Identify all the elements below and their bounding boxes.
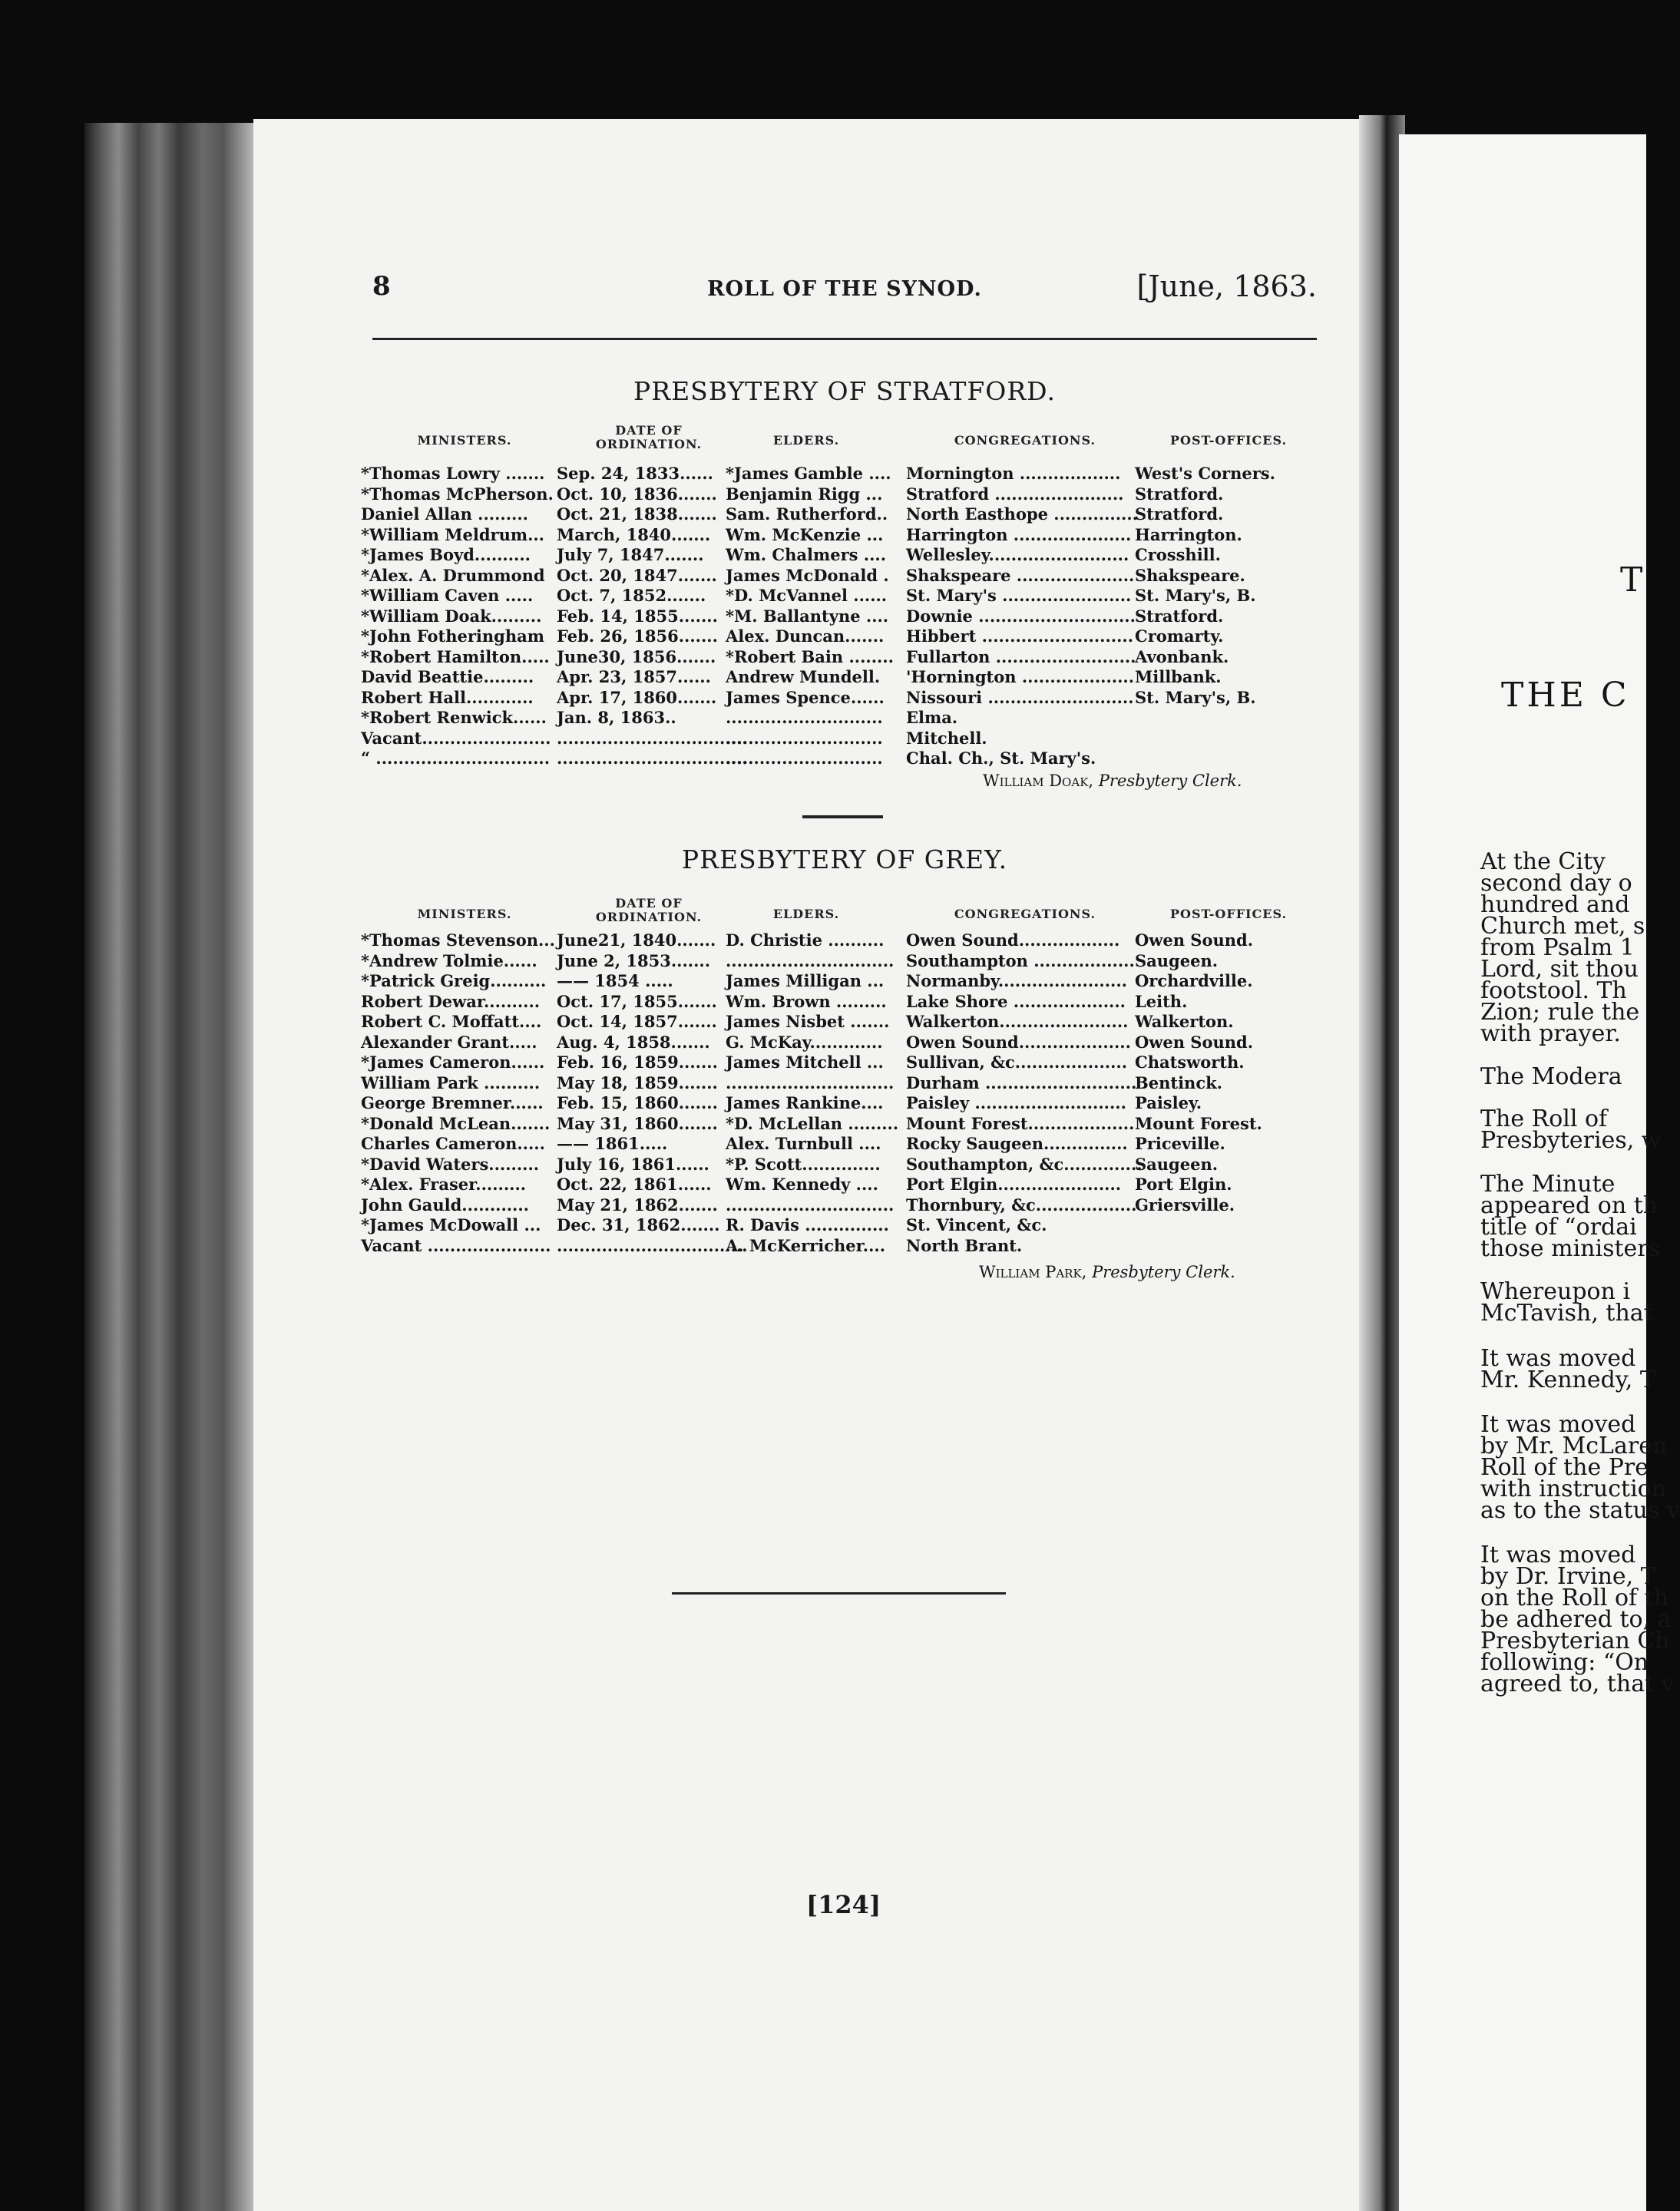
cell-date: Oct. 7, 1852....... (557, 586, 706, 605)
cell-post: Paisley. (1135, 1093, 1202, 1112)
cell-post: Leith. (1135, 991, 1188, 1011)
right-text-line: The Minute (1480, 1171, 1616, 1198)
cell-date: Oct. 21, 1838....... (557, 504, 717, 524)
grey-clerk (979, 1263, 1235, 1281)
cell-elder: Alex. Turnbull .... (726, 1134, 881, 1153)
page-number: 8 (372, 271, 391, 302)
cell-elder: James Spence...... (726, 687, 885, 707)
cell-post: Walkerton. (1135, 1012, 1234, 1031)
cell-date: Apr. 17, 1860....... (557, 687, 717, 707)
clerk-title: Presbytery Clerk. (1098, 772, 1242, 790)
cell-date: Oct. 10, 1836....... (557, 484, 717, 504)
cell-congregation: Harrington ..................... (906, 524, 1132, 544)
right-text-line: agreed to, that v (1480, 1671, 1675, 1697)
right-text-line: with prayer. (1480, 1020, 1621, 1047)
cell-post: Griersville. (1135, 1195, 1235, 1215)
cell-congregation: Stratford ....................... (906, 484, 1124, 504)
right-heading-letter: T (1620, 560, 1646, 600)
right-text-line: The Roll of (1480, 1106, 1608, 1132)
col-header-date: DATE OF ORDINATION. (595, 896, 703, 924)
cell-elder: ............................ (726, 749, 883, 768)
right-text-line: appeared on th (1480, 1192, 1659, 1219)
cell-minister: *Robert Renwick...... (361, 708, 547, 727)
cell-congregation: Port Elgin...................... (906, 1175, 1122, 1194)
cell-congregation: 'Hornington .................... (906, 667, 1135, 686)
cell-elder: Wm. Kennedy .... (726, 1175, 878, 1194)
cell-congregation: North Brant. (906, 1235, 1023, 1255)
right-text-line: Presbyterian Ch (1480, 1628, 1670, 1654)
cell-post: Owen Sound. (1135, 930, 1254, 950)
stratford-clerk (983, 772, 1242, 790)
cell-post: Stratford. (1135, 504, 1224, 524)
cell-congregation: Owen Sound.................. (906, 930, 1120, 950)
cell-congregation: Sullivan, &c.................... (906, 1053, 1128, 1072)
right-text-line: The Modera (1480, 1063, 1622, 1090)
cell-congregation: North Easthope ............... (906, 504, 1138, 524)
right-text-line: Lord, sit thou (1480, 956, 1639, 983)
cell-post: Orchardville. (1135, 971, 1253, 990)
cell-minister: *William Doak......... (361, 606, 542, 626)
cell-post: West's Corners. (1135, 464, 1275, 483)
cell-date: —— 1861..... (557, 1134, 668, 1153)
cell-post: Mount Forest. (1135, 1113, 1262, 1133)
right-text-line: second day o (1480, 870, 1632, 897)
right-text-line: those ministers (1480, 1235, 1661, 1262)
end-rule (672, 1592, 1006, 1595)
cell-congregation: Durham ........................... (906, 1072, 1137, 1092)
cell-post: St. Mary's, B. (1135, 687, 1256, 707)
cell-congregation: Hibbert ........................... (906, 626, 1134, 646)
cell-minister: Robert Dewar.......... (361, 991, 541, 1011)
right-heading: THE C (1501, 676, 1630, 715)
cell-elder: James Rankine.... (726, 1093, 884, 1112)
cell-minister: George Bremner...... (361, 1093, 544, 1112)
cell-elder: *M. Ballantyne .... (726, 606, 889, 626)
right-text-line: Church met, s (1480, 913, 1645, 940)
cell-elder: .............................. (726, 950, 895, 970)
cell-elder: Wm. McKenzie ... (726, 524, 884, 544)
cell-congregation: Nissouri .......................... (906, 687, 1134, 707)
cell-date: Oct. 14, 1857....... (557, 1012, 717, 1031)
cell-minister: *Robert Hamilton..... (361, 646, 550, 666)
cell-date: Feb. 15, 1860....... (557, 1093, 718, 1112)
cell-elder: Wm. Chalmers .... (726, 545, 887, 564)
footer-page-label: [124] (806, 1890, 881, 1919)
cell-elder: *Robert Bain ........ (726, 646, 894, 666)
col-header-congregations: CONGREGATIONS. (954, 433, 1096, 448)
cell-minister: *Andrew Tolmie...... (361, 950, 537, 970)
cell-date: Apr. 23, 1857...... (557, 667, 711, 686)
cell-elder: James Mitchell ... (726, 1053, 884, 1072)
cell-congregation: Lake Shore .................... (906, 991, 1126, 1011)
right-text-line: Roll of the Pre (1480, 1454, 1649, 1481)
cell-post: Cromarty. (1135, 626, 1224, 646)
cell-elder: .............................. (726, 1195, 895, 1215)
right-text-line: It was moved (1480, 1345, 1636, 1372)
page-edges (84, 123, 253, 2211)
cell-date: Feb. 14, 1855....... (557, 606, 718, 626)
cell-date: Feb. 16, 1859....... (557, 1053, 718, 1072)
cell-congregation: Thornbury, &c.................. (906, 1195, 1137, 1215)
cell-date: Oct. 20, 1847....... (557, 565, 717, 585)
cell-minister: Robert Hall............ (361, 687, 534, 707)
cell-post: Avonbank. (1135, 646, 1229, 666)
right-text-line: At the City (1480, 848, 1606, 875)
cell-date: Aug. 4, 1858....... (557, 1032, 710, 1052)
cell-post: Port Elgin. (1135, 1175, 1232, 1194)
cell-elder: *James Gamble .... (726, 464, 891, 483)
cell-elder: *D. McVannel ...... (726, 586, 888, 605)
right-text-line: by Mr. McLaren (1480, 1433, 1668, 1459)
cell-post: Priceville. (1135, 1134, 1225, 1153)
cell-date: Jan. 8, 1863.. (557, 708, 676, 727)
cell-elder: James McDonald . (726, 565, 889, 585)
right-text-line: Whereupon i (1480, 1278, 1631, 1305)
cell-date: May 31, 1860....... (557, 1113, 718, 1133)
cell-date: May 18, 1859....... (557, 1072, 718, 1092)
cell-minister: *Thomas Stevenson... (361, 930, 555, 950)
section-divider (802, 815, 883, 818)
col-header-elders: ELDERS. (772, 907, 840, 921)
cell-date: June21, 1840....... (557, 930, 716, 950)
right-text-line: Mr. Kennedy, T (1480, 1367, 1655, 1393)
cell-congregation: Mitchell. (906, 728, 987, 748)
col-header-ministers: MINISTERS. (417, 433, 512, 448)
cell-elder: *P. Scott.............. (726, 1154, 881, 1174)
cell-congregation: Southampton, &c.............. (906, 1154, 1143, 1174)
cell-date: July 7, 1847....... (557, 545, 704, 564)
header-rule (372, 338, 1317, 340)
cell-date: .................................. (557, 1235, 748, 1255)
right-text-line: McTavish, that (1480, 1300, 1653, 1327)
right-text-line: by Dr. Irvine, T (1480, 1563, 1656, 1590)
cell-congregation: Chal. Ch., St. Mary's. (906, 749, 1096, 768)
cell-post: Saugeen. (1135, 950, 1219, 970)
cell-elder: *D. McLellan ......... (726, 1113, 899, 1133)
cell-elder: D. Christie .......... (726, 930, 885, 950)
cell-date: June 2, 1853....... (557, 950, 711, 970)
clerk-title: Presbytery Clerk. (1092, 1263, 1235, 1281)
clerk-name: William Doak, (983, 772, 1094, 790)
section-title-grey: PRESBYTERY OF GREY. (681, 844, 1008, 874)
cell-minister: *James Boyd.......... (361, 545, 531, 564)
col-header-ministers: MINISTERS. (417, 907, 512, 921)
cell-minister: *Thomas Lowry ....... (361, 464, 545, 483)
right-text-line: footstool. Th (1480, 977, 1627, 1004)
right-text-line: following: “On (1480, 1649, 1649, 1676)
cell-minister: Charles Cameron..... (361, 1134, 545, 1153)
cell-minister: David Beattie......... (361, 667, 534, 686)
col-header-congregations: CONGREGATIONS. (954, 907, 1096, 921)
cell-post: Shakspeare. (1135, 565, 1245, 585)
right-text-line: on the Roll of th (1480, 1585, 1669, 1611)
col-header-elders: ELDERS. (772, 433, 840, 448)
cell-post: Stratford. (1135, 484, 1224, 504)
cell-congregation: Wellesley......................... (906, 545, 1129, 564)
section-title-stratford: PRESBYTERY OF STRATFORD. (633, 376, 1056, 406)
cell-post: Crosshill. (1135, 545, 1221, 564)
cell-congregation: Downie ............................ (906, 606, 1136, 626)
cell-minister: Vacant....................... (361, 728, 551, 748)
cell-date: .................................. (557, 728, 748, 748)
running-date: [June, 1863. (1136, 269, 1317, 303)
cell-congregation: Shakspeare ..................... (906, 565, 1135, 585)
cell-minister: *Alex. A. Drummond (361, 565, 545, 585)
cell-congregation: St. Mary's ....................... (906, 586, 1132, 605)
cell-elder: G. McKay............. (726, 1032, 883, 1052)
cell-date: —— 1854 ..... (557, 971, 673, 990)
cell-minister: John Gauld............ (361, 1195, 529, 1215)
cell-date: Feb. 26, 1856....... (557, 626, 718, 646)
col-header-date: DATE OF ORDINATION. (595, 423, 703, 451)
cell-date: June30, 1856....... (557, 646, 716, 666)
right-text-line: It was moved (1480, 1411, 1636, 1438)
clerk-name: William Park, (979, 1263, 1087, 1281)
right-text-line: as to the status v (1480, 1497, 1680, 1524)
cell-congregation: Paisley ........................... (906, 1093, 1126, 1112)
cell-elder: Wm. Brown ......... (726, 991, 887, 1011)
cell-elder: A. McKerricher.... (726, 1235, 886, 1255)
right-text-line: title of “ordai (1480, 1214, 1637, 1241)
cell-date: March, 1840....... (557, 524, 711, 544)
cell-minister: Robert C. Moffatt.... (361, 1012, 542, 1031)
cell-date: .................................. (557, 749, 748, 768)
cell-minister: Vacant ...................... (361, 1235, 551, 1255)
right-text-line: Presbyteries, w (1480, 1127, 1662, 1154)
cell-elder: .............................. (726, 1072, 895, 1092)
right-text-line: from Psalm 1 (1480, 934, 1635, 961)
cell-date: Oct. 17, 1855....... (557, 991, 717, 1011)
cell-minister: *William Caven ..... (361, 586, 534, 605)
cell-date: Sep. 24, 1833...... (557, 464, 713, 483)
cell-date: Oct. 22, 1861...... (557, 1175, 712, 1194)
cell-elder: Sam. Rutherford.. (726, 504, 888, 524)
cell-congregation: St. Vincent, &c. (906, 1215, 1047, 1234)
cell-elder: ............................ (726, 728, 883, 748)
cell-minister: *Thomas McPherson. (361, 484, 554, 504)
cell-minister: “ ............................... (361, 749, 551, 768)
cell-minister: *Donald McLean....... (361, 1113, 551, 1133)
cell-congregation: Walkerton....................... (906, 1012, 1129, 1031)
cell-date: July 16, 1861...... (557, 1154, 709, 1174)
running-header (372, 265, 1317, 311)
cell-minister: Daniel Allan ......... (361, 504, 528, 524)
col-header-post-offices: POST-OFFICES. (1169, 433, 1288, 448)
cell-congregation: Rocky Saugeen............... (906, 1134, 1128, 1153)
col-header-post-offices: POST-OFFICES. (1169, 907, 1288, 921)
cell-congregation: Mornington .................. (906, 464, 1121, 483)
cell-elder: Andrew Mundell. (726, 667, 881, 686)
cell-congregation: Owen Sound.................... (906, 1032, 1131, 1052)
cell-post: Stratford. (1135, 606, 1224, 626)
cell-congregation: Normanby....................... (906, 971, 1127, 990)
cell-congregation: Fullarton ......................... (906, 646, 1136, 666)
cell-elder: James Milligan ... (726, 971, 885, 990)
cell-minister: William Park .......... (361, 1072, 541, 1092)
right-text-line: It was moved (1480, 1542, 1636, 1568)
cell-post: Bentinck. (1135, 1072, 1222, 1092)
cell-post: St. Mary's, B. (1135, 586, 1256, 605)
cell-minister: *David Waters......... (361, 1154, 540, 1174)
cell-congregation: Elma. (906, 708, 958, 727)
cell-post: Saugeen. (1135, 1154, 1219, 1174)
right-text-line: with instruction (1480, 1476, 1667, 1502)
cell-elder: Benjamin Rigg ... (726, 484, 883, 504)
cell-elder: James Nisbet ....... (726, 1012, 890, 1031)
cell-minister: *William Meldrum... (361, 524, 544, 544)
right-text-line: Zion; rule the (1480, 999, 1640, 1026)
right-text-line: hundred and (1480, 891, 1630, 918)
cell-minister: *Alex. Fraser......... (361, 1175, 527, 1194)
cell-congregation: Southampton .................. (906, 950, 1135, 970)
cell-post: Millbank. (1135, 667, 1222, 686)
cell-minister: *James McDowall ... (361, 1215, 541, 1234)
right-text-line: be adhered to, a (1480, 1606, 1672, 1633)
cell-post: Chatsworth. (1135, 1053, 1245, 1072)
cell-minister: *Patrick Greig.......... (361, 971, 547, 990)
cell-post: Owen Sound. (1135, 1032, 1254, 1052)
cell-minister: Alexander Grant..... (361, 1032, 537, 1052)
cell-minister: *John Fotheringham (361, 626, 544, 646)
cell-elder: ............................ (726, 708, 883, 727)
cell-minister: *James Cameron...... (361, 1053, 545, 1072)
cell-congregation: Mount Forest................... (906, 1113, 1135, 1133)
running-title: ROLL OF THE SYNOD. (707, 277, 982, 301)
cell-date: May 21, 1862....... (557, 1195, 718, 1215)
cell-date: Dec. 31, 1862....... (557, 1215, 720, 1234)
cell-elder: R. Davis ............... (726, 1215, 889, 1234)
book-gutter (1359, 115, 1405, 2211)
cell-elder: Alex. Duncan....... (726, 626, 885, 646)
cell-post: Harrington. (1135, 524, 1242, 544)
